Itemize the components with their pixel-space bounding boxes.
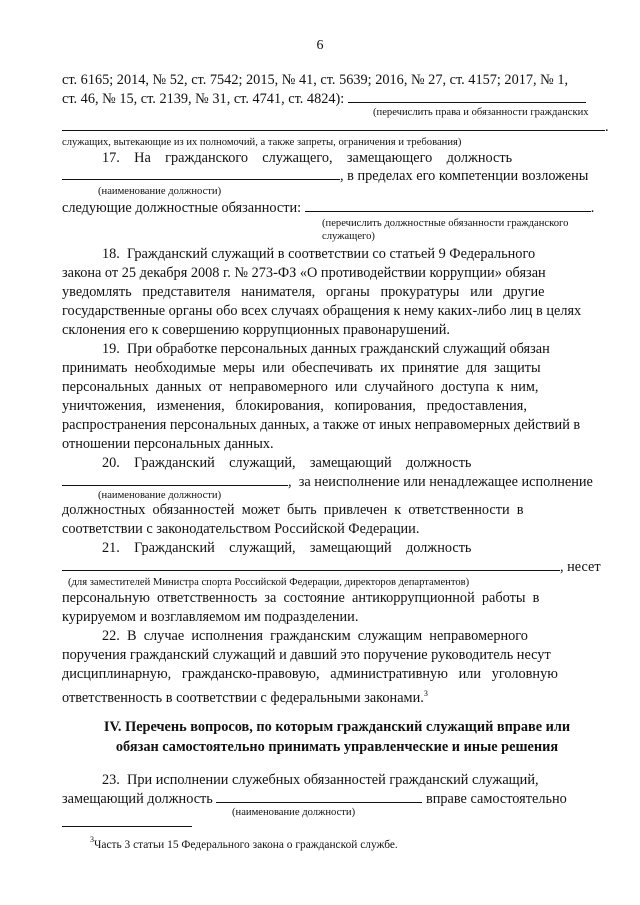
text-line: отношении персональных данных. [62,436,274,452]
position-field [62,168,340,180]
text: ст. 6165; 2014, № 52, ст. 7542; 2015, № 41, ст. 5639; 2016, № 27, ст. 4157; 2017, № 1, [62,72,569,88]
duties-field [305,200,591,212]
text-line: следующие должностные обязанности: . [62,200,595,216]
text: , за неисполнение или ненадлежащее исполнение [288,474,593,490]
text: замещающий должность [62,791,213,807]
section-heading: обязан самостоятельно принимать управленческие и иные решения [115,739,559,755]
paragraph-20: 20. Гражданский служащий, замещающий должность [102,455,472,471]
position-field [62,559,560,571]
field-caption: (наименование должности) [98,490,222,501]
text-line: государственные органы обо всех случаях обращения к нему каких-либо лиц в целях [62,303,582,319]
paragraph-22: 22. В случае исполнения гражданским служащим неправомерного [102,628,528,644]
text-line: закона от 25 декабря 2008 г. № 273-ФЗ «О противодействии коррупции» обязан [62,265,546,281]
field-caption: (перечислить права и обязанности гражданских [373,107,589,118]
text-line: принимать необходимые меры или обеспечивать их принятие для защиты [62,360,541,376]
text: вправе самостоятельно [425,791,567,807]
text-line: должностных обязанностей может быть привлечен к ответственности в [62,502,524,518]
text-line [62,685,612,707]
text-line: склонения его к совершению коррупционных правонарушений. [62,322,450,338]
field-caption: служащих, вытекающие из их полномочий, а также запреты, ограничения и требования) [62,137,462,148]
text-line: соответствии с законодательством Российской Федерации. [62,521,420,537]
text: , несет [560,559,601,575]
text: ответственность в соответствии с федеральными законами. [62,690,424,706]
footnote-separator [62,826,192,827]
field-caption: служащего) [322,231,375,242]
field-caption: (перечислить должностные обязанности гражданского [322,218,569,229]
page-number: 6 [316,38,324,53]
position-field [62,474,288,486]
blank-field [62,119,605,131]
text-line [62,168,612,185]
paragraph-19: 19. При обработке персональных данных гражданский служащий обязан [102,341,550,357]
footnote-text: Часть 3 статьи 15 Федерального закона о гражданской службе. [94,839,398,851]
section-heading: IV. Перечень вопросов, по которым гражданский служащий вправе или [103,719,571,735]
text-line: уничтожения, изменения, блокирования, копирования, предоставления, [62,398,527,414]
paragraph-18: 18. Гражданский служащий в соответствии со статьей 9 Федерального [102,246,536,262]
text-line [62,791,612,808]
text-line: курируемом и возглавляемом им подразделении. [62,609,359,625]
paragraph-23: 23. При исполнении служебных обязанностей гражданский служащий, [102,772,539,788]
paragraph-17-line [102,150,612,167]
text-line: . [62,119,612,136]
text-line: распространения персональных данных, а также от иных неправомерных действий в [62,417,581,433]
text: следующие должностные обязанности: [62,200,302,216]
text: ст. 46, № 15, ст. 2139, № 31, ст. 4741, ст. 4824): [62,91,345,107]
text-line: дисциплинарную, гражданско-правовую, административную или уголовную [62,666,558,682]
field-caption: (наименование должности) [98,186,222,197]
position-field [216,791,422,803]
text-line [62,72,612,89]
footnote-ref[interactable]: 3 [423,689,428,698]
blank-field [348,91,586,103]
footnote-marker: 3 [90,835,94,844]
text: 17. На гражданского служащего, замещающего должность [102,150,513,166]
text-line: персональную ответственность за состояние антикоррупционной работы в [62,590,540,606]
text-line: уведомлять представителя нанимателя, органы прокуратуры или другие [62,284,545,300]
text-line: поручения гражданский служащий и давший это поручение руководитель несут [62,647,551,663]
field-caption: (для заместителей Министра спорта Российской Федерации, директоров департаментов) [68,577,470,588]
text-line [62,91,612,108]
text-line [62,474,612,491]
text-line: персональных данных от неправомерного или случайного доступа к ним, [62,379,539,395]
text-line [62,559,612,576]
paragraph-21: 21. Гражданский служащий, замещающий должность [102,540,472,556]
text: , в пределах его компетенции возложены [340,168,589,184]
field-caption: (наименование должности) [232,807,356,818]
footnote [90,835,398,851]
